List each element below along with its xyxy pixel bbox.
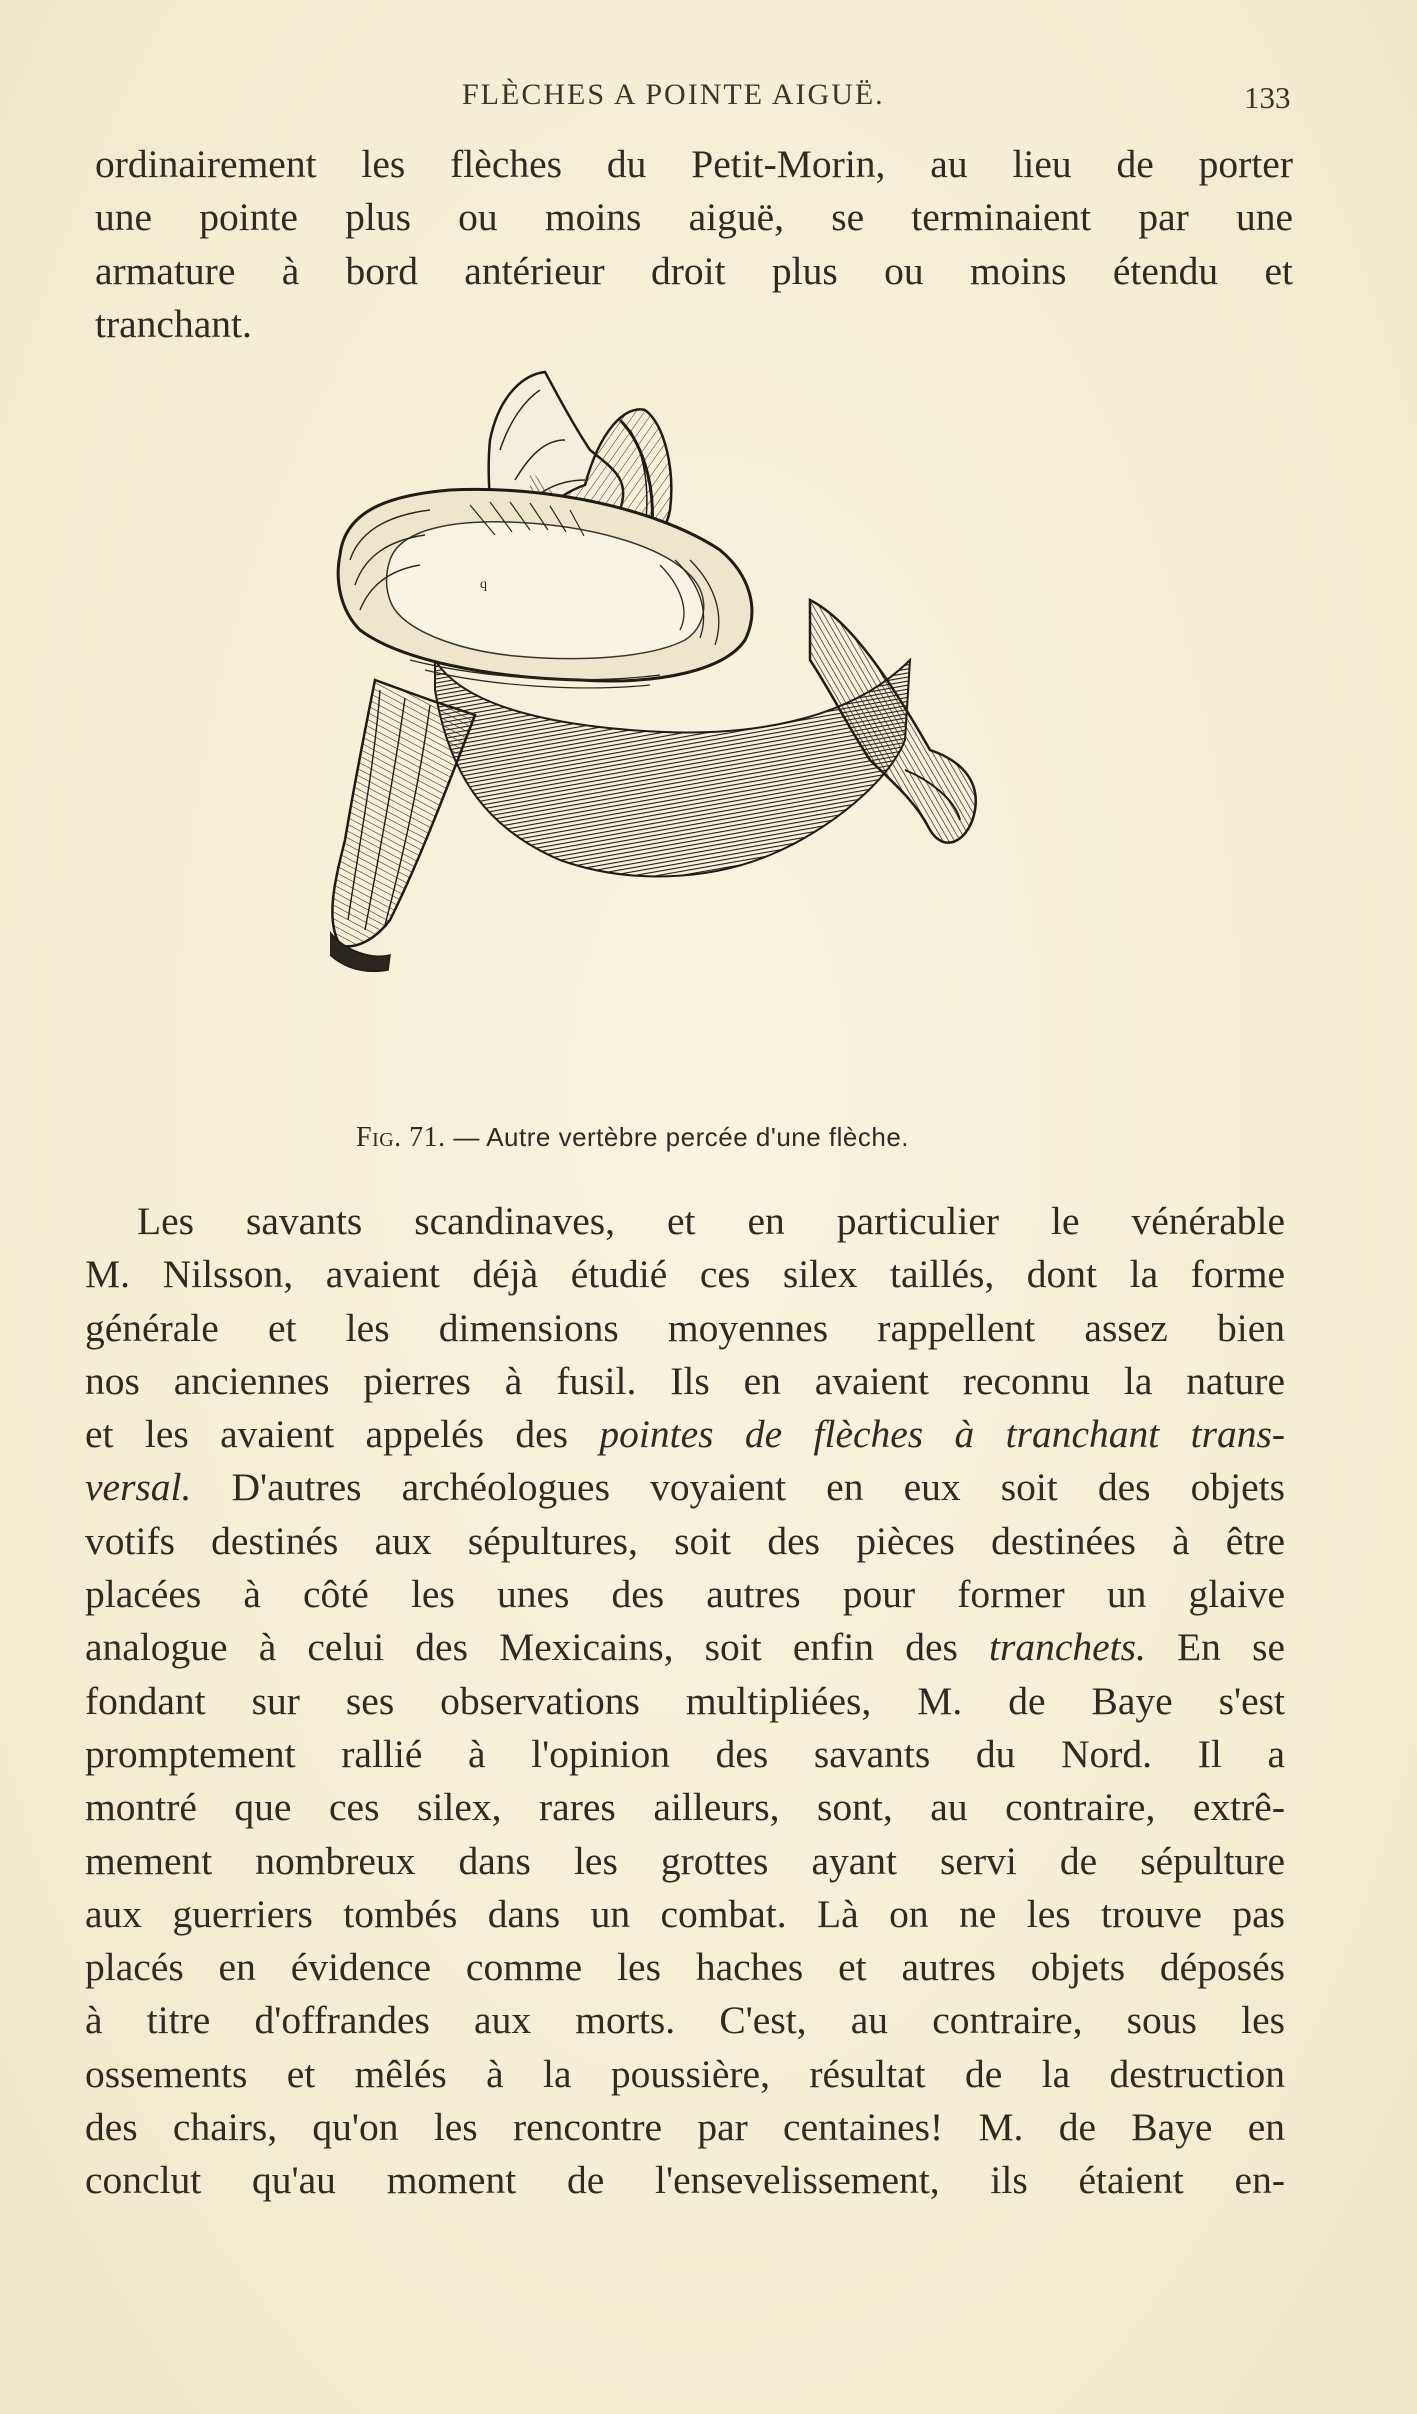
text-line: conclut qu'au moment de l'ensevelissement, ils étaient en- [85, 2158, 1285, 2203]
text-segment: En se [1145, 1625, 1285, 1670]
text-line: M. Nilsson, avaient déjà étudié ces silex taillés, dont la forme [85, 1252, 1285, 1297]
svg-text:q: q [480, 577, 487, 592]
text-line [85, 1461, 1285, 1514]
text-segment: et les avaient appelés des [85, 1412, 600, 1457]
text-line: à titre d'offrandes aux morts. C'est, au contraire, sous les [85, 1998, 1285, 2043]
text-line: des chairs, qu'on les rencontre par centaines! M. de Baye en [85, 2105, 1285, 2150]
italic-term: tranchets. [989, 1625, 1146, 1670]
figure-caption [356, 1122, 909, 1154]
text-line: placés en évidence comme les haches et autres objets déposés [85, 1945, 1285, 1990]
text-line: mement nombreux dans les grottes ayant servi de sépulture [85, 1838, 1285, 1883]
paragraph-main [85, 1195, 1285, 2208]
text-line: tranchant. [95, 301, 252, 346]
text-line: votifs destinés aux sépultures, soit des pièces destinées à être [85, 1518, 1285, 1563]
text-line: ossements et mêlés à la poussière, résultat de la destruction [85, 2051, 1285, 2096]
italic-term: pointes de flèches à tranchant trans- [599, 1412, 1285, 1457]
page-number: 133 [1244, 80, 1291, 115]
text-line: générale et les dimensions moyennes rappellent assez bien [85, 1305, 1285, 1350]
arrow-shaft [332, 680, 475, 946]
text-line [85, 1621, 1285, 1674]
italic-term: versal. [85, 1465, 192, 1510]
text-line: armature à bord antérieur droit plus ou moins étendu et [95, 248, 1293, 293]
vertebra-arrow-engraving [330, 360, 1050, 1120]
text-segment: analogue à celui des Mexicains, soit enfin des [85, 1625, 990, 1670]
text-line [85, 1408, 1285, 1461]
text-line: promptement rallié à l'opinion des savants du Nord. Il a [85, 1731, 1285, 1776]
figure-illustration [330, 360, 1050, 1120]
paragraph-continuation [95, 138, 1293, 351]
text-line: ordinairement les flèches du Petit-Morin, au lieu de porter [95, 142, 1293, 186]
text-line: aux guerriers tombés dans un combat. Là on ne les trouve pas [85, 1891, 1285, 1936]
text-line: placées à côté les unes des autres pour former un glaive [85, 1572, 1285, 1617]
figure-caption-text: — Autre vertèbre percée d'une flèche. [445, 1122, 910, 1152]
figure-label: Fig. 71. [356, 1122, 446, 1153]
text-line: fondant sur ses observations multipliées, M. de Baye s'est [85, 1678, 1285, 1723]
text-line: Les savants scandinaves, et en particulier le vénérable [137, 1199, 1285, 1243]
text-line: nos anciennes pierres à fusil. Ils en avaient reconnu la nature [85, 1358, 1285, 1403]
text-line: montré que ces silex, rares ailleurs, sont, au contraire, extrê- [85, 1785, 1285, 1830]
text-line: une pointe plus ou moins aiguë, se terminaient par une [95, 195, 1293, 240]
text-segment: D'autres archéologues voyaient en eux soit des objets [191, 1465, 1285, 1510]
running-title: FLÈCHES A POINTE AIGUË. [462, 78, 885, 111]
running-head [0, 78, 1417, 118]
